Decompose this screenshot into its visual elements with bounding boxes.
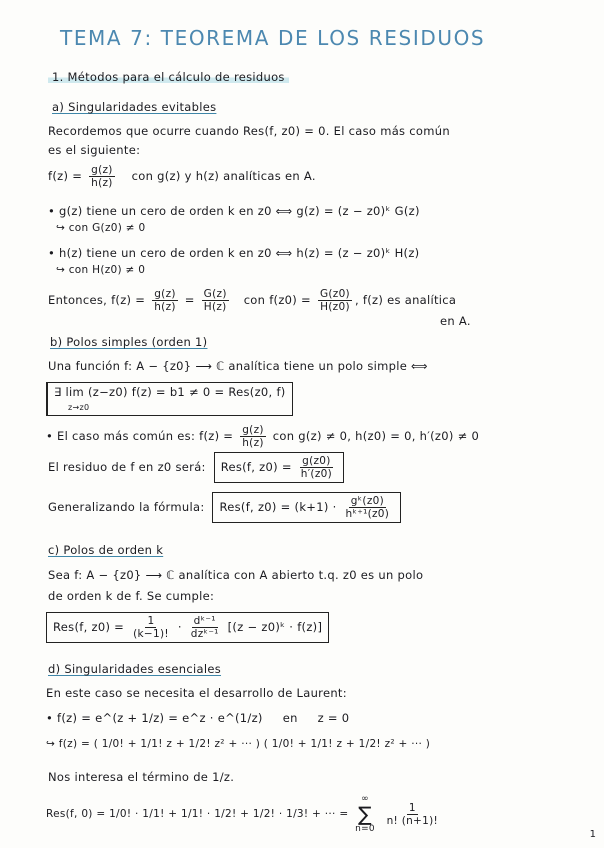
formula-residue-sum: Res(f, 0) = 1/0! · 1/1! + 1/1! · 1/2! + 1/2! · 1/3! + ··· = ∞ ∑ n=0 $\frac{1}{n! (n+1)!}$ bbox=[46, 794, 439, 834]
text-line: Sea f: A − {z0} ⟶ ℂ analítica con A abierto t.q. z0 es un polo bbox=[48, 568, 424, 582]
page-title: TEMA 7: TEOREMA DE LOS RESIDUOS bbox=[60, 26, 486, 50]
subsection-heading-c: c) Polos de orden k bbox=[48, 543, 164, 557]
text-line: de orden k de f. Se cumple: bbox=[48, 589, 215, 603]
formula-common-case: • El caso más común es: f(z) = $\frac{g(z)}{h(z)}$ con g(z) ≠ 0, h(z0) = 0, h′(z0) ≠ 0 bbox=[46, 424, 480, 449]
formula-example: • f(z) = e^(z + 1/z) = e^z · e^(1/z) en z = 0 bbox=[46, 711, 350, 725]
subsection-heading-b: b) Polos simples (orden 1) bbox=[50, 335, 208, 349]
formula-entonces: Entonces, f(z) = $\frac{g(z)}{h(z)}$ = $\frac{G(z)}{H(z)}$ con f(z0) = $\frac{G(z0)}{H(z0)}$ , f(z) es analítica bbox=[48, 288, 457, 313]
text-line: • g(z) tiene un cero de orden k en z0 ⟺ g(z) = (z − z0)ᵏ G(z) bbox=[48, 204, 420, 218]
text-line: Una función f: A − {z0} ⟶ ℂ analítica tiene un polo simple ⟺ bbox=[48, 359, 428, 373]
text-line: En este caso se necesita el desarrollo de Laurent: bbox=[46, 686, 347, 700]
boxed-formula-limit: ∃ lim (z−z0) f(z) = b1 ≠ 0 = Res(z0, f) z→z0 bbox=[46, 382, 293, 416]
subsection-heading-a: a) Singularidades evitables bbox=[52, 100, 217, 114]
text-line: ↪ con H(z0) ≠ 0 bbox=[56, 264, 146, 276]
formula-laurent-expansion: ↪ f(z) = ( 1/0! + 1/1! z + 1/2! z² + ··· ) ( 1/0! + 1/1! z + 1/2! z² + ··· ) bbox=[46, 738, 431, 750]
formula-quotient: f(z) = $\frac{g(z)}{h(z)}$ con g(z) y h(z) analíticas en A. bbox=[48, 164, 316, 189]
text-line: Recordemos que ocurre cuando Res(f, z0) = 0. El caso más común bbox=[48, 124, 450, 138]
text-line: Nos interesa el término de 1/z. bbox=[48, 770, 235, 784]
subsection-heading-d: d) Singularidades esenciales bbox=[48, 662, 222, 676]
text-line: ↪ con G(z0) ≠ 0 bbox=[56, 222, 146, 234]
boxed-formula-order-k: Res(f, z0) = $\frac{1}{(k-1)!}$ · $\frac{\text{dᵏ⁻¹}}{\text{dzᵏ⁻¹}}$ [(z − z0)ᵏ · f(z)] bbox=[46, 612, 329, 643]
formula-generalized: Generalizando la fórmula: Res(f, z0) = (k+1) · $\frac{\text{gᵏ(z0)}}{\text{hᵏ⁺¹(z0)}}$ bbox=[48, 492, 401, 523]
text-line: • h(z) tiene un cero de orden k en z0 ⟺ h(z) = (z − z0)ᵏ H(z) bbox=[48, 246, 420, 260]
text-line: en A. bbox=[440, 314, 471, 328]
text-line: es el siguiente: bbox=[48, 143, 141, 157]
section-heading: 1. Métodos para el cálculo de residuos bbox=[48, 70, 289, 84]
formula-residue: El residuo de f en z0 será: Res(f, z0) = $\frac{g(z0)}{h'(z0)}$ bbox=[48, 452, 344, 483]
page-number: 1 bbox=[589, 829, 596, 840]
